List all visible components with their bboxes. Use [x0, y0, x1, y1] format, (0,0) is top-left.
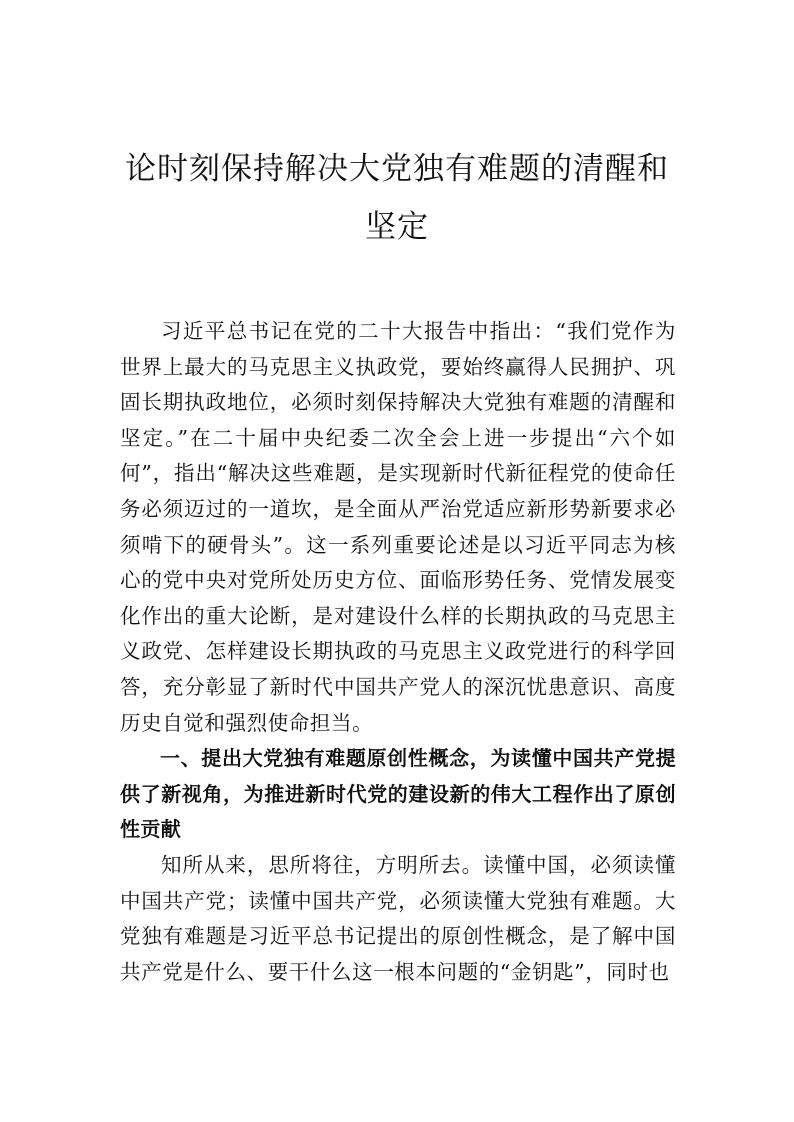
document-title: 论时刻保持解决大党独有难题的清醒和坚定	[125, 151, 669, 245]
section-1-heading: 一、提出大党独有难题原创性概念，为读懂中国共产党提供了新视角，为推进新时代党的建设新的伟大工程作出了原创性贡献	[120, 746, 676, 842]
intro-paragraph: 习近平总书记在党的二十大报告中指出：“我们党作为世界上最大的马克思主义执政党，要始终赢得人民拥护、巩固长期执政地位，必须时刻保持解决大党独有难题的清醒和坚定。”在二十届中央纪委二次全会上进一步提出“六个如何”，指出“解决这些难题，是实现新时代新征程党的使命任务必须迈过的一道坎，是全面从严治党适应新形势新要求必须啃下的硬骨头”。这一系列重要论述是以习近平同志为核 心的党中央对党所处历史方位、面临形势任务、党情发展变化作出的重大论断，是对建设什么样的长期执政的马克思主义政党、怎样建设长期执政的马克思主义政党进行的科学回答，充分彰显了新时代中国共产党人的深沉忧患意识、高度历史自觉和强烈使命担当。	[120, 319, 676, 735]
section-1-paragraph: 知所从来，思所将往，方明所去。读懂中国，必须读懂中国共产党；读懂中国共产党，必须读懂大党独有难题。大党独有难题是习近平总书记提出的原创性概念，是了解中国共产党是什么、要干什么这一根本问题的“金钥匙”，同时也	[120, 852, 676, 984]
document-body	[120, 314, 676, 990]
